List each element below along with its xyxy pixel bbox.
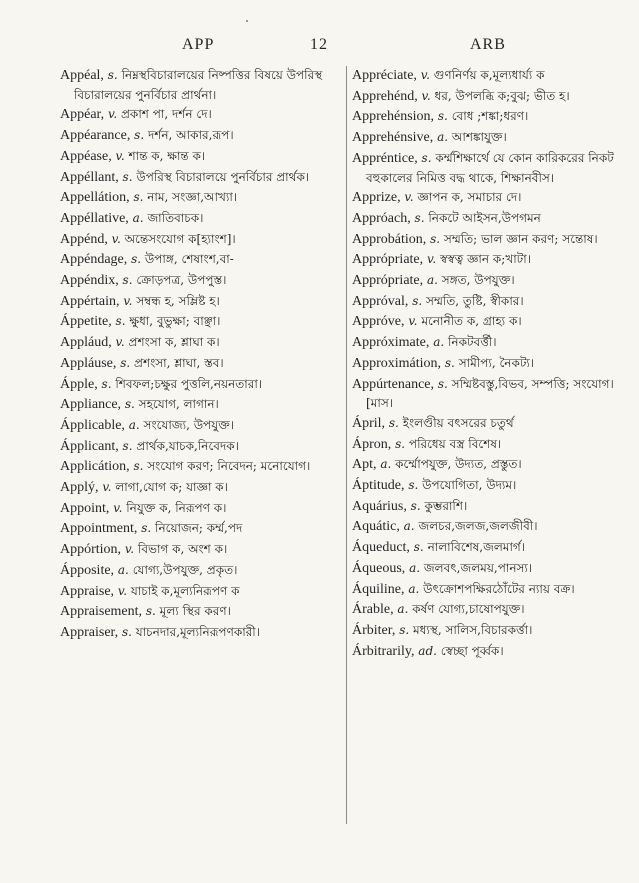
part-of-speech: v. — [107, 107, 118, 122]
headword: Aquátic, — [352, 519, 400, 535]
bengali-meaning: উপযোগিতা, উদ্যম। — [422, 478, 517, 493]
part-of-speech: s. — [122, 169, 133, 184]
part-of-speech: s. — [145, 604, 156, 619]
dictionary-entry — [60, 457, 348, 477]
dictionary-entry — [60, 354, 348, 374]
dictionary-entry — [60, 478, 348, 498]
headword: Ápril, — [352, 415, 386, 431]
part-of-speech: a. — [408, 581, 420, 596]
bengali-meaning: জ্ঞাপন ক, সমাচার দে। — [417, 190, 522, 205]
part-of-speech: s. — [399, 622, 410, 637]
speck — [246, 20, 248, 22]
headword: Appláud, — [60, 335, 112, 351]
bengali-meaning: প্রকাশ পা, দর্শন দে। — [120, 107, 212, 122]
part-of-speech: ad. — [418, 643, 437, 658]
part-of-speech: s. — [101, 376, 112, 391]
part-of-speech: s. — [124, 397, 135, 412]
part-of-speech: s. — [134, 128, 145, 143]
bengali-meaning: নিয়োজন; কর্ম্ম,পদ — [155, 521, 243, 536]
headword: Appellátion, — [60, 190, 130, 206]
part-of-speech: v. — [421, 88, 431, 103]
bengali-meaning: স্বেচ্ছা পূর্ব্বক। — [440, 643, 504, 658]
dictionary-entry — [60, 499, 348, 519]
headword: Áquiline, — [352, 581, 405, 597]
dictionary-entry — [60, 230, 348, 250]
headword: Appéal, — [60, 68, 104, 83]
part-of-speech: s. — [133, 459, 144, 474]
bengali-meaning: নিকটে আইসন,উপগমন — [428, 210, 541, 225]
page-number: 12 — [310, 36, 328, 53]
guide-word-right: ARB — [470, 36, 506, 53]
headword: Appointment, — [60, 521, 138, 537]
dictionary-entry — [60, 561, 348, 581]
bengali-meaning: নিযুক্ত ক, নিরূপণ ক। — [126, 500, 227, 515]
headword: Aquárius, — [352, 498, 407, 514]
headword: Appláuse, — [60, 355, 117, 371]
dictionary-entry — [60, 105, 348, 125]
dictionary-entry — [352, 580, 622, 600]
dictionary-entry — [352, 354, 622, 374]
headword: Árbitrarily, — [352, 643, 415, 659]
part-of-speech: v. — [115, 335, 125, 350]
dictionary-entry — [352, 559, 622, 579]
part-of-speech: s. — [133, 190, 144, 205]
headword: Apprehénsive, — [352, 130, 434, 146]
dictionary-entry — [60, 292, 348, 312]
bengali-meaning: অন্তেসংযোগ ক[হ্যাংশ]। — [124, 231, 236, 246]
part-of-speech: v. — [123, 293, 133, 308]
dictionary-entry — [352, 312, 622, 332]
headword: Apprize, — [352, 190, 401, 206]
bengali-meaning: সম্মতি; ভাল জ্ঞান করণ; সন্তোষ। — [443, 231, 598, 246]
headword: Appliance, — [60, 397, 122, 413]
dictionary-entry — [352, 538, 622, 558]
part-of-speech: a. — [380, 457, 392, 472]
headword: Appraise, — [60, 583, 115, 599]
bengali-meaning: প্রশংসা, শ্লাঘা, স্তব। — [134, 355, 224, 370]
part-of-speech: s. — [437, 376, 448, 391]
headword: Appéndix, — [60, 273, 119, 289]
bengali-meaning: লাগা,যোগ ক; যাজ্ঞা ক। — [115, 480, 228, 495]
headword: Appraiser, — [60, 624, 119, 640]
headword: Appéllant, — [60, 169, 119, 185]
headword: Approbátion, — [352, 231, 427, 247]
bengali-meaning: স্বস্বত্ব জ্ঞান ক;খাটা। — [439, 252, 531, 267]
dictionary-entry — [60, 66, 348, 104]
part-of-speech: v. — [404, 190, 414, 205]
dictionary-entry — [352, 271, 622, 291]
part-of-speech: v. — [124, 542, 135, 557]
dictionary-entry — [352, 230, 622, 250]
headword: Ápposite, — [60, 562, 115, 578]
dictionary-entry — [352, 66, 622, 86]
dictionary-entry — [352, 621, 622, 641]
headword: Appréciate, — [352, 68, 417, 83]
bengali-meaning: সম্মিষ্টবস্তু,বিভব, সম্পত্তি; সংযোগ। [মাস। — [366, 376, 614, 411]
headword: Árbiter, — [352, 622, 396, 638]
dictionary-entry — [60, 147, 348, 167]
bengali-meaning: উপাঙ্গ, শেষাংশ,বা- — [144, 252, 234, 267]
part-of-speech: s. — [408, 478, 419, 493]
bengali-meaning: উপরিস্থ বিচারালয়ে পুনর্বিচার প্রার্থক। — [136, 169, 310, 184]
part-of-speech: s. — [395, 436, 406, 451]
bengali-meaning: নালাবিশেষ,জলমার্গ। — [427, 540, 526, 555]
bengali-meaning: প্রশংসা ক, শ্লাঘা ক। — [128, 335, 220, 350]
part-of-speech: a. — [437, 130, 449, 145]
part-of-speech: s. — [414, 210, 425, 225]
bengali-meaning: সংযোগ করণ; নিবেদন; মনোযোগ। — [147, 459, 311, 474]
dictionary-entry — [352, 149, 622, 187]
bengali-meaning: সঙ্গত, উপযুক্ত। — [441, 273, 515, 288]
dictionary-entry — [60, 602, 348, 622]
dictionary-entry — [60, 188, 348, 208]
dictionary-entry — [352, 435, 622, 455]
bengali-meaning: সামীপ্য, নৈকট্য। — [458, 355, 535, 370]
dictionary-entry — [352, 476, 622, 496]
bengali-meaning: সংযোজ্য, উপযুক্ত। — [143, 417, 235, 432]
bengali-meaning: নিম্নস্থবিচারালয়ের নিষ্পত্তির বিষয়ে উপরিস্থ বিচারালয়ের পুনর্বিচার প্রার্থনা। — [74, 68, 323, 102]
dictionary-entry — [60, 540, 348, 560]
part-of-speech: a. — [426, 273, 438, 288]
headword: Ápplicable, — [60, 417, 125, 433]
bengali-meaning: ইংলণ্ডীয় বৎসরের চতুর্থ — [402, 415, 514, 430]
bengali-meaning: শিবফল;চক্ষুর পুত্তলি,নয়নতারা। — [115, 376, 263, 391]
bengali-meaning: যাচনদার,মূল্যনিরূপণকারী। — [135, 624, 261, 639]
right-column — [352, 66, 622, 866]
bengali-meaning: সহযোগ, লাগান। — [138, 397, 219, 412]
part-of-speech: a. — [409, 560, 421, 575]
bengali-meaning: যাচাই ক,মূল্যনিরূপণ ক — [130, 583, 240, 598]
left-column — [60, 66, 348, 866]
dictionary-entry — [352, 250, 622, 270]
headword: Appróximate, — [352, 335, 430, 351]
dictionary-entry — [352, 642, 622, 662]
headword: Appréntice, — [352, 150, 418, 166]
headword: Árable, — [352, 602, 394, 618]
headword: Appróve, — [352, 314, 405, 330]
part-of-speech: s. — [107, 68, 118, 82]
bengali-meaning: সম্মতি, তুষ্টি, স্বীকার। — [426, 293, 524, 308]
bengali-meaning: নাম, সংজ্ঞা,আখ্যা। — [147, 190, 238, 205]
bengali-meaning: কর্ম্মোপযুক্ত, উদ্যত, প্রস্তুত। — [395, 457, 522, 472]
part-of-speech: s. — [120, 355, 131, 370]
part-of-speech: a. — [117, 562, 129, 577]
headword: Appéar, — [60, 107, 105, 123]
headword: Apprópriate, — [352, 273, 424, 289]
dictionary-entry — [60, 333, 348, 353]
part-of-speech: s. — [131, 252, 142, 267]
dictionary-entry — [352, 497, 622, 517]
bengali-meaning: কুম্ভরাশি। — [424, 498, 468, 513]
dictionary-entry — [60, 250, 348, 270]
dictionary-entry — [352, 414, 622, 434]
dictionary-entry — [352, 209, 622, 229]
bengali-meaning: বিভাগ ক, অংশ ক। — [137, 542, 228, 557]
guide-word-left: APP — [182, 36, 215, 53]
dictionary-entry — [352, 292, 622, 312]
headword: Appraisement, — [60, 604, 143, 620]
headword: Apt, — [352, 457, 377, 473]
dictionary-entry — [60, 582, 348, 602]
part-of-speech: s. — [412, 293, 423, 308]
dictionary-entry — [352, 517, 622, 537]
page-header — [0, 36, 639, 60]
dictionary-entry — [60, 168, 348, 188]
headword: Appéase, — [60, 148, 112, 164]
dictionary-entry — [60, 519, 348, 539]
bengali-meaning: ক্রোড়পত্র, উপপুস্ত। — [136, 273, 227, 288]
dictionary-entry — [60, 416, 348, 436]
part-of-speech: s. — [421, 150, 432, 165]
dictionary-entry — [352, 600, 622, 620]
headword: Apprópriate, — [352, 252, 424, 268]
bengali-meaning: পরিধেয় বস্ত্র বিশেষ। — [408, 436, 502, 451]
bengali-meaning: মনোনীত ক, গ্রাহ্য ক। — [421, 314, 522, 329]
part-of-speech: a. — [403, 519, 415, 534]
bengali-meaning: কর্ষণ যোগ্য,চাষোপযুক্ত। — [412, 602, 525, 617]
part-of-speech: s. — [121, 624, 132, 639]
part-of-speech: a. — [433, 335, 445, 350]
headword: Apprehénsion, — [352, 109, 435, 125]
headword: Appórtion, — [60, 542, 122, 558]
headword: Ápple, — [60, 376, 98, 392]
bengali-meaning: দর্শন, আকার,রূপ। — [147, 128, 234, 143]
headword: Appróval, — [352, 293, 409, 309]
part-of-speech: v. — [117, 583, 128, 598]
part-of-speech: v. — [113, 500, 123, 515]
part-of-speech: s. — [437, 109, 448, 124]
dictionary-entry — [60, 623, 348, 643]
column-divider — [346, 66, 347, 824]
bengali-meaning: উৎক্রোশপক্ষিরঠোঁটের ন্যায় বক্র। — [423, 581, 575, 596]
part-of-speech: v. — [115, 148, 125, 163]
headword: Ápplicant, — [60, 438, 119, 454]
dictionary-entry — [60, 437, 348, 457]
bengali-meaning: মূল্য স্থির করণ। — [159, 604, 231, 619]
dictionary-entry — [60, 271, 348, 291]
bengali-meaning: সম্বন্ধ হ, সম্লিষ্ট হ। — [136, 293, 220, 308]
part-of-speech: s. — [141, 521, 152, 536]
dictionary-entry — [60, 375, 348, 395]
headword: Applicátion, — [60, 459, 130, 475]
part-of-speech: v. — [111, 231, 121, 246]
dictionary-entry — [60, 209, 348, 229]
headword: Applý, — [60, 480, 99, 496]
part-of-speech: s. — [413, 540, 424, 555]
bengali-meaning: প্রার্থক,যাচক,নিবেদক। — [136, 438, 239, 453]
bengali-meaning: মধ্যস্থ, সালিস,বিচারকর্ত্তা। — [413, 622, 533, 637]
dictionary-entry — [352, 333, 622, 353]
bengali-meaning: বোধ ;শঙ্কা;ধরণ। — [451, 109, 529, 124]
part-of-speech: s. — [115, 314, 126, 329]
bengali-meaning: ক্ষুধা, বুভুক্ষা; বাঞ্ছা। — [129, 314, 221, 329]
bengali-meaning: জাতিবাচক। — [147, 210, 204, 225]
part-of-speech: s. — [410, 498, 421, 513]
headword: Áppetite, — [60, 314, 112, 330]
headword: Appéarance, — [60, 128, 131, 144]
headword: Appénd, — [60, 231, 108, 247]
headword: Áqueous, — [352, 560, 406, 576]
bengali-meaning: জলবৎ,জলময়,পানস্য। — [423, 560, 533, 575]
part-of-speech: s. — [444, 355, 455, 370]
headword: Áptitude, — [352, 478, 405, 494]
headword: Appoint, — [60, 500, 110, 516]
dictionary-entry — [352, 188, 622, 208]
headword: Approximátion, — [352, 355, 442, 371]
headword: Appúrtenance, — [352, 376, 435, 392]
headword: Appértain, — [60, 293, 120, 309]
headword: Appéndage, — [60, 252, 128, 268]
headword: Ápron, — [352, 436, 392, 452]
part-of-speech: v. — [426, 252, 437, 267]
bengali-meaning: শান্ত ক, ক্ষান্ত ক। — [128, 148, 206, 163]
headword: Appéllative, — [60, 210, 129, 226]
bengali-meaning: গুণনির্ণয় ক,মূল্যধার্য্য ক — [433, 68, 545, 82]
part-of-speech: s. — [122, 438, 133, 453]
dictionary-entry — [352, 107, 622, 127]
dictionary-entry — [60, 126, 348, 146]
bengali-meaning: যোগ্য,উপযুক্ত, প্রকৃত। — [132, 562, 238, 577]
dictionary-entry — [352, 87, 622, 107]
headword: Áqueduct, — [352, 540, 410, 556]
part-of-speech: s. — [388, 415, 399, 430]
bengali-meaning: আশঙ্কাযুক্ত। — [451, 130, 507, 145]
bengali-meaning: ধর, উপলব্ধি ক;বুঝ; ভীত হ। — [434, 88, 570, 103]
dictionary-entry — [352, 375, 622, 413]
part-of-speech: a. — [132, 210, 144, 225]
part-of-speech: a. — [128, 417, 140, 432]
part-of-speech: v. — [408, 314, 418, 329]
dictionary-entry — [352, 455, 622, 475]
headword: Appróach, — [352, 210, 411, 226]
dictionary-entry — [352, 128, 622, 148]
bengali-meaning: নিকটবর্ত্তী। — [448, 335, 497, 350]
part-of-speech: s. — [122, 273, 133, 288]
bengali-meaning: কর্ম্মশিক্ষার্থে যে কোন কারিকরের নিকট বহুকালের নিমিত্ত বদ্ধ থাকে, শিক্ষানবীস। — [366, 150, 614, 185]
part-of-speech: s. — [430, 231, 441, 246]
part-of-speech: v. — [420, 68, 430, 82]
bengali-meaning: জলচর,জলজ,জলজীবী। — [418, 519, 538, 534]
headword: Apprehénd, — [352, 88, 418, 104]
part-of-speech: a. — [397, 602, 409, 617]
dictionary-entry — [60, 395, 348, 415]
dictionary-entry — [60, 312, 348, 332]
part-of-speech: v. — [102, 480, 112, 495]
